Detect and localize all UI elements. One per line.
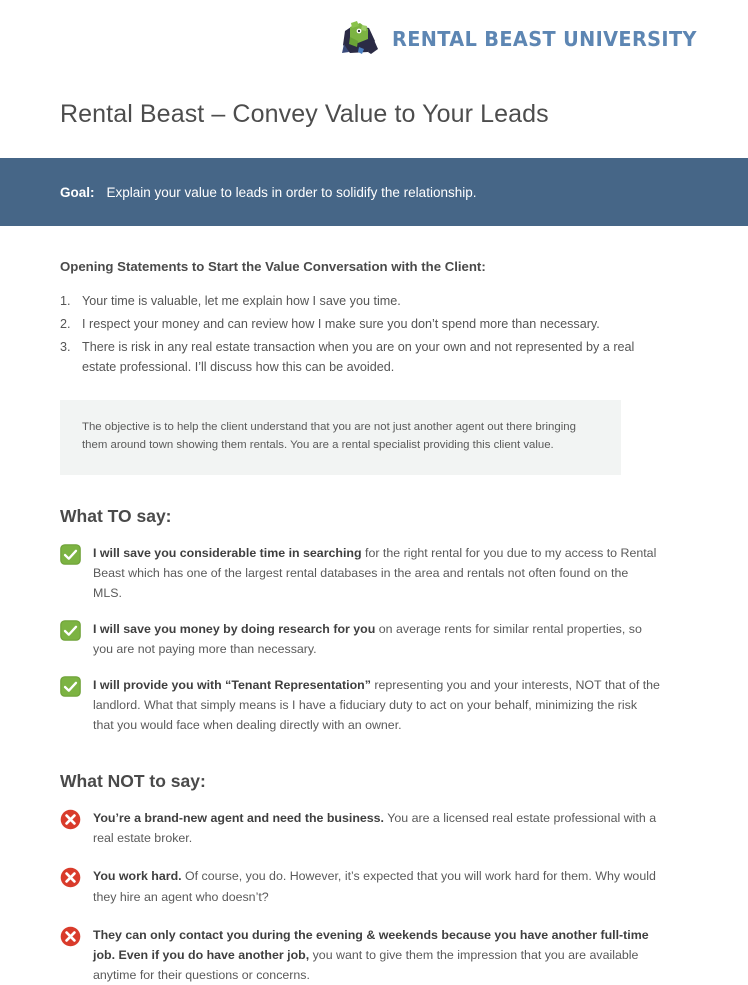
- list-item-body: You are a licensed real estate professional with a real estate broker.: [93, 811, 657, 846]
- opening-statements-list: [60, 292, 748, 378]
- list-item: [60, 675, 660, 735]
- list-item-label: [93, 808, 660, 848]
- what-not-to-say-heading: What NOT to say:: [60, 771, 206, 792]
- goal-banner: [0, 158, 748, 226]
- green-check-square-icon: [60, 544, 81, 565]
- what-to-say-heading: What TO say:: [60, 505, 172, 526]
- list-item-body: Of course, you do. However, it’s expected that you will work hard for them. Why would they hire an agent who doesn’t?: [93, 869, 656, 904]
- list-item-number: 2.: [60, 316, 71, 331]
- red-x-circle-icon: [60, 809, 81, 830]
- list-item-label: [93, 866, 660, 906]
- list-item-label: There is risk in any real estate transaction when you are on your own and not represented by a real estate professional. I’ll discuss how this can be avoided.: [82, 339, 635, 374]
- goal-label: Goal:: [60, 184, 95, 200]
- what-not-to-say-list: [60, 808, 748, 985]
- document-body: [0, 259, 748, 985]
- brand-logo: [338, 19, 716, 59]
- list-item-body: you want to give them the impression that you are available anytime for their questions or concerns.: [93, 947, 639, 982]
- list-item: [60, 315, 650, 335]
- page-title: Rental Beast – Convey Value to Your Leads: [60, 100, 549, 128]
- objective-callout: [60, 400, 621, 475]
- green-check-square-icon: [60, 620, 81, 641]
- list-item-emphasis: They can only contact you during the evening & weekends because you have another full-time job. Even if you do have another job,: [93, 927, 649, 962]
- list-item-body: representing you and your interests, NOT that of the landlord. What that simply means is I have a fiduciary duty to act on your behalf, minimizing the risk that you would face when dealing directly with an owner.: [93, 677, 660, 733]
- opening-statements-heading: Opening Statements to Start the Value Conversation with the Client:: [60, 259, 486, 274]
- red-x-circle-icon: [60, 867, 81, 888]
- list-item-emphasis: You work hard.: [93, 869, 182, 884]
- rental-beast-mascot-icon: [338, 19, 382, 59]
- list-item: [60, 866, 660, 906]
- list-item: [60, 808, 660, 848]
- list-item-label: I respect your money and can review how I make sure you don’t spend more than necessary.: [82, 316, 600, 331]
- list-item: [60, 543, 660, 603]
- list-item: [60, 925, 660, 985]
- objective-callout-text: The objective is to help the client understand that you are not just another agent out there bringing them around town showing them rentals. You are a rental specialist providing this client value.: [82, 420, 576, 452]
- what-to-say-list: [60, 543, 748, 736]
- green-check-square-icon: [60, 676, 81, 697]
- brand-wordmark: RENTAL BEAST UNIVERSITY: [391, 27, 697, 51]
- list-item-label: [93, 925, 660, 985]
- list-item: [60, 292, 650, 312]
- page-header: [0, 0, 748, 78]
- list-item-emphasis: I will provide you with “Tenant Representation”: [93, 677, 371, 692]
- list-item-body: for the right rental for you due to my access to Rental Beast which has one of the largest rental databases in the area and rentals not often found on the MLS.: [93, 545, 657, 600]
- goal-text: Explain your value to leads in order to solidify the relationship.: [106, 184, 477, 200]
- list-item-emphasis: I will save you money by doing research for you: [93, 621, 376, 636]
- list-item-label: [93, 675, 660, 735]
- list-item-body: on average rents for similar rental properties, so you are not paying more than necessary.: [93, 621, 642, 656]
- list-item-label: Your time is valuable, let me explain how I save you time.: [82, 294, 401, 308]
- list-item-label: [93, 543, 660, 603]
- list-item-label: [93, 619, 660, 659]
- list-item-number: 3.: [60, 339, 71, 354]
- list-item-emphasis: You’re a brand-new agent and need the business.: [93, 811, 385, 826]
- list-item: [60, 619, 660, 659]
- list-item-number: 1.: [60, 294, 71, 308]
- list-item: [60, 338, 650, 378]
- list-item-emphasis: I will save you considerable time in searching: [93, 545, 362, 560]
- red-x-circle-icon: [60, 926, 81, 947]
